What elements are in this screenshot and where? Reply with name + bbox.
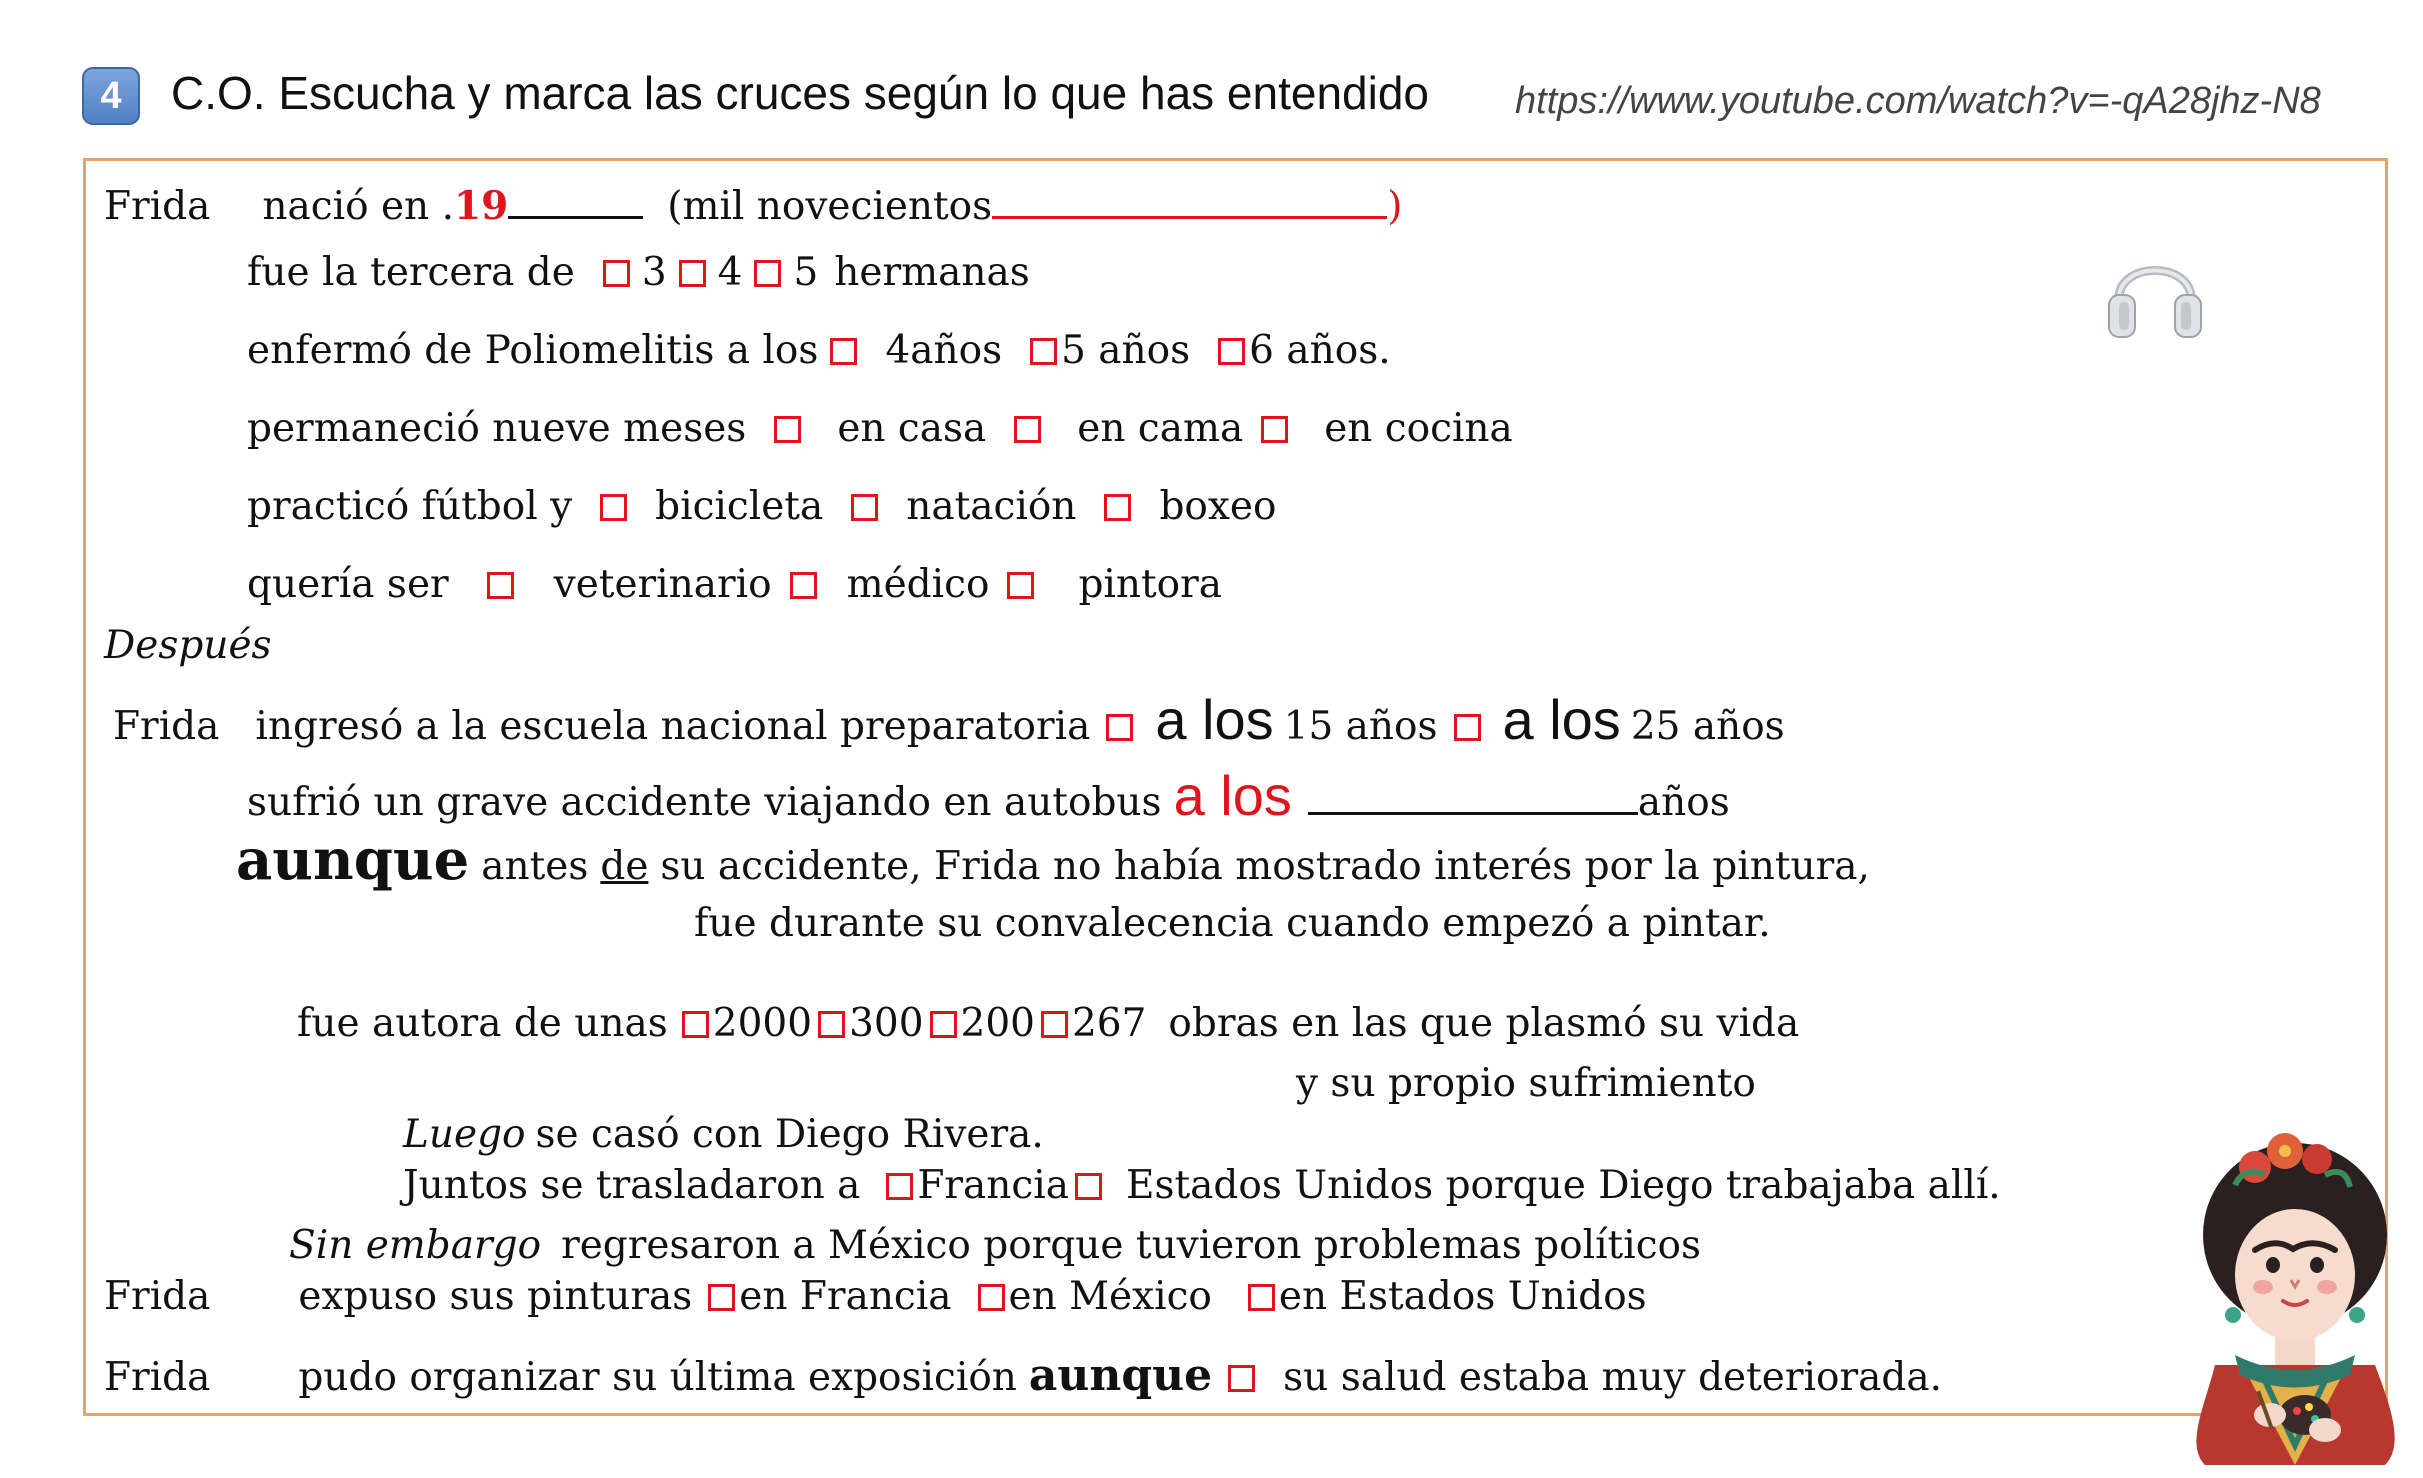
sin-embargo-word: Sin embargo xyxy=(289,1223,542,1268)
a-los-1: a los xyxy=(1155,688,1274,751)
checkbox-4anos[interactable] xyxy=(830,338,857,365)
option-25-anos: 25 años xyxy=(1630,704,1785,749)
option-natacion: natación xyxy=(906,484,1077,529)
a-los-red: a los xyxy=(1173,764,1292,827)
ultima-text: pudo organizar su última exposición xyxy=(298,1355,1017,1400)
line-expuso xyxy=(104,1274,1647,1319)
option-6anos: 6 años. xyxy=(1249,328,1391,373)
option-veterinario: veterinario xyxy=(553,562,772,607)
year-words-blank[interactable] xyxy=(992,186,1387,219)
subject-frida: Frida xyxy=(104,184,211,229)
option-200: 200 xyxy=(960,1001,1035,1046)
option-en-mexico: en México xyxy=(1008,1274,1212,1319)
checkbox-3[interactable] xyxy=(603,260,630,287)
line-sin-embargo xyxy=(289,1223,1702,1268)
option-en-cama: en cama xyxy=(1077,406,1244,451)
checkbox-estados-unidos[interactable] xyxy=(1075,1173,1102,1200)
trasladaron-text: Juntos se trasladaron a xyxy=(403,1163,861,1208)
aunque-rest: su accidente, Frida no había mostrado interés por la pintura, xyxy=(660,844,1870,889)
option-medico: médico xyxy=(846,562,990,607)
option-300: 300 xyxy=(849,1001,924,1046)
aunque-bold: aunque xyxy=(1028,1350,1213,1401)
de-word: de xyxy=(600,844,649,889)
expuso-text: expuso sus pinturas xyxy=(298,1274,693,1319)
school-text: ingresó a la escuela nacional preparatoria xyxy=(255,704,1091,749)
accident-anos: años xyxy=(1637,780,1730,825)
line-convalecencia: fue durante su convalecencia cuando empezó a pintar. xyxy=(694,901,1771,946)
checkbox-25-anos[interactable] xyxy=(1454,714,1481,741)
year-blank[interactable] xyxy=(508,186,643,219)
subject-frida-2: Frida xyxy=(113,704,220,749)
option-4: 4 xyxy=(717,250,743,295)
option-estados-unidos: Estados Unidos porque Diego trabajaba allí. xyxy=(1125,1163,2001,1208)
line-luego xyxy=(403,1112,1044,1157)
video-link[interactable]: https://www.youtube.com/watch?v=-qA28jhz-N8 xyxy=(1515,80,2321,122)
checkbox-medico[interactable] xyxy=(790,572,817,599)
sports-text: practicó fútbol y xyxy=(247,484,573,529)
checkbox-boxeo[interactable] xyxy=(1104,494,1131,521)
checkbox-en-casa[interactable] xyxy=(774,416,801,443)
option-4anos: 4años xyxy=(885,328,1003,373)
option-5anos: 5 años xyxy=(1061,328,1191,373)
line-nine-months xyxy=(247,406,1513,451)
polio-text: enfermó de Poliomelitis a los xyxy=(247,328,819,373)
checkbox-200[interactable] xyxy=(930,1011,957,1038)
option-15-anos: 15 años xyxy=(1283,704,1438,749)
number-badge: 4 xyxy=(82,67,140,125)
checkbox-300[interactable] xyxy=(818,1011,845,1038)
checkbox-pintora[interactable] xyxy=(1007,572,1034,599)
checkbox-5anos[interactable] xyxy=(1030,338,1057,365)
checkbox-267[interactable] xyxy=(1041,1011,1068,1038)
works-text: fue autora de unas xyxy=(297,1001,668,1046)
wanted-text: quería ser xyxy=(247,562,449,607)
checkbox-aunque[interactable] xyxy=(1228,1365,1255,1392)
a-los-2: a los xyxy=(1502,688,1621,751)
option-en-francia: en Francia xyxy=(739,1274,952,1319)
checkbox-en-cama[interactable] xyxy=(1014,416,1041,443)
luego-text: se casó con Diego Rivera. xyxy=(535,1112,1044,1157)
line-accident xyxy=(247,764,1730,827)
option-en-cocina: en cocina xyxy=(1324,406,1513,451)
checkbox-bicicleta[interactable] xyxy=(600,494,627,521)
option-2000: 2000 xyxy=(712,1001,813,1046)
line-sisters xyxy=(247,250,1030,295)
nine-months-text: permaneció nueve meses xyxy=(247,406,747,451)
despues-label: Después xyxy=(104,623,272,668)
line-birth xyxy=(104,183,1403,229)
option-en-casa: en casa xyxy=(837,406,987,451)
checkbox-veterinario[interactable] xyxy=(487,572,514,599)
option-267: 267 xyxy=(1071,1001,1147,1046)
line-wanted xyxy=(247,562,1223,607)
checkbox-5[interactable] xyxy=(754,260,781,287)
option-boxeo: boxeo xyxy=(1159,484,1277,529)
subject-frida-4: Frida xyxy=(104,1355,211,1400)
accident-text: sufrió un grave accidente viajando en autobus xyxy=(247,780,1162,825)
line-ultima-exposicion xyxy=(104,1350,1942,1401)
paren-close: ) xyxy=(1387,184,1403,229)
option-en-estados-unidos: en Estados Unidos xyxy=(1278,1274,1647,1319)
checkbox-en-francia[interactable] xyxy=(708,1284,735,1311)
birth-year-prefix: 19 xyxy=(453,183,509,229)
exercise-title: C.O. Escucha y marca las cruces según lo que has entendido xyxy=(171,67,1430,119)
line-works xyxy=(297,1001,1800,1046)
checkbox-6anos[interactable] xyxy=(1218,338,1245,365)
line-sports xyxy=(247,484,1277,529)
frida-illustration xyxy=(2175,1115,2415,1478)
option-pintora: pintora xyxy=(1078,562,1223,607)
checkbox-15-anos[interactable] xyxy=(1106,714,1133,741)
line-school xyxy=(113,688,1785,751)
line-sufrimiento: y su propio sufrimiento xyxy=(1296,1061,1756,1106)
birth-text: nació en . xyxy=(262,184,454,229)
year-words-text: (mil novecientos xyxy=(667,184,993,229)
accident-age-blank[interactable] xyxy=(1308,782,1638,815)
headphones-icon xyxy=(2105,240,2205,350)
line-trasladaron xyxy=(403,1163,2001,1208)
subject-frida-3: Frida xyxy=(104,1274,211,1319)
option-francia: Francia xyxy=(917,1163,1069,1208)
checkbox-2000[interactable] xyxy=(682,1011,709,1038)
line-polio xyxy=(247,328,1391,373)
luego-word: Luego xyxy=(403,1112,526,1157)
works-end: obras en las que plasmó su vida xyxy=(1168,1001,1800,1046)
checkbox-en-cocina[interactable] xyxy=(1261,416,1288,443)
aunque-word: aunque xyxy=(236,827,470,893)
checkbox-francia[interactable] xyxy=(886,1173,913,1200)
line-aunque xyxy=(236,827,1870,893)
checkbox-natacion[interactable] xyxy=(851,494,878,521)
checkbox-en-estados-unidos[interactable] xyxy=(1248,1284,1275,1311)
sin-embargo-text: regresaron a México porque tuvieron problemas políticos xyxy=(561,1223,1702,1268)
option-3: 3 xyxy=(641,250,667,295)
sisters-text: fue la tercera de xyxy=(247,250,575,295)
sisters-end: hermanas xyxy=(834,250,1030,295)
option-bicicleta: bicicleta xyxy=(655,484,824,529)
checkbox-en-mexico[interactable] xyxy=(978,1284,1005,1311)
ultima-end: su salud estaba muy deteriorada. xyxy=(1283,1355,1942,1400)
option-5: 5 xyxy=(793,250,819,295)
antes-word: antes xyxy=(481,844,589,889)
checkbox-4[interactable] xyxy=(679,260,706,287)
